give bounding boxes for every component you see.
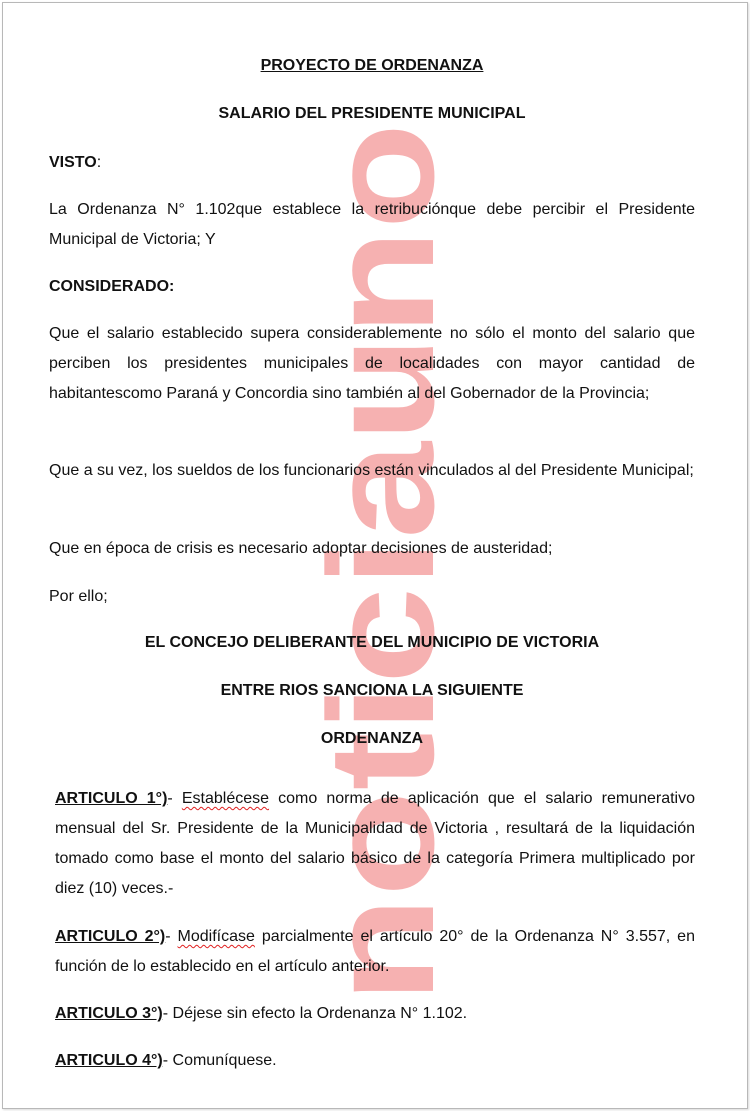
article-4-text: Comuníquese. bbox=[172, 1052, 277, 1069]
article-4-label: ARTICULO 4°) bbox=[55, 1052, 163, 1069]
visto-label: VISTO bbox=[49, 154, 97, 171]
article-1-separator: - bbox=[167, 790, 182, 807]
article-2-text: parcialmente el artículo 20° de la Ordenanza N° 3.557, en función de lo establecido en el artículo anterior. bbox=[55, 928, 695, 975]
article-2-keyword: Modifícase bbox=[177, 928, 255, 945]
visto-paragraph: La Ordenanza N° 1.102que establece la retribuciónque debe percibir el Presidente Municipal de Victoria; Y bbox=[49, 201, 695, 248]
article-2-separator: - bbox=[165, 928, 178, 945]
concejo-heading-line-2: ENTRE RIOS SANCIONA LA SIGUIENTE bbox=[220, 682, 524, 699]
article-1 bbox=[55, 784, 695, 904]
concejo-heading-line-1: EL CONCEJO DELIBERANTE DEL MUNICIPIO DE VICTORIA bbox=[144, 634, 600, 651]
document-page bbox=[2, 2, 748, 1109]
visto-heading bbox=[49, 148, 695, 178]
article-2-label: ARTICULO 2°) bbox=[55, 928, 166, 945]
considerando-paragraph-1: Que el salario establecido supera considerablemente no sólo el monto del salario que perciben los presidentes municipales de localidades con mayor cantidad de habitantescomo Paraná y Concordia sino también al del Gobernador de la Provincia; bbox=[49, 325, 695, 402]
por-ello-text: Por ello; bbox=[49, 588, 108, 605]
document-title-text: PROYECTO DE ORDENANZA bbox=[260, 57, 484, 74]
considerado-heading: CONSIDERADO: bbox=[49, 278, 175, 295]
article-1-text: como norma de aplicación que el salario remunerativo mensual del Sr. Presidente de la Municipalidad de Victoria , resultará de la liquidación tomado como base el monto del salario básico de la categoría Primera multiplicado por diez (10) veces.- bbox=[55, 790, 696, 897]
article-3-text: Déjese sin efecto la Ordenanza N° 1.102. bbox=[172, 1005, 468, 1022]
article-3 bbox=[55, 999, 695, 1029]
article-4 bbox=[55, 1046, 695, 1076]
watermark-text: noticiauno bbox=[321, 244, 461, 1003]
ordenanza-heading: ORDENANZA bbox=[320, 730, 424, 747]
article-3-label: ARTICULO 3°) bbox=[55, 1005, 163, 1022]
article-4-separator: - bbox=[162, 1052, 173, 1069]
considerando-paragraph-3: Que en época de crisis es necesario adoptar decisiones de austeridad; bbox=[49, 540, 553, 557]
visto-colon: : bbox=[96, 154, 102, 171]
considerando-paragraph-2: Que a su vez, los sueldos de los funcionarios están vinculados al del Presidente Municipal; bbox=[49, 462, 694, 479]
document-subtitle: SALARIO DEL PRESIDENTE MUNICIPAL bbox=[218, 105, 526, 122]
article-1-keyword: Establécese bbox=[181, 790, 270, 807]
article-3-separator: - bbox=[162, 1005, 173, 1022]
article-1-label: ARTICULO 1°) bbox=[55, 790, 168, 807]
article-2 bbox=[55, 922, 695, 982]
document-title bbox=[49, 51, 695, 81]
